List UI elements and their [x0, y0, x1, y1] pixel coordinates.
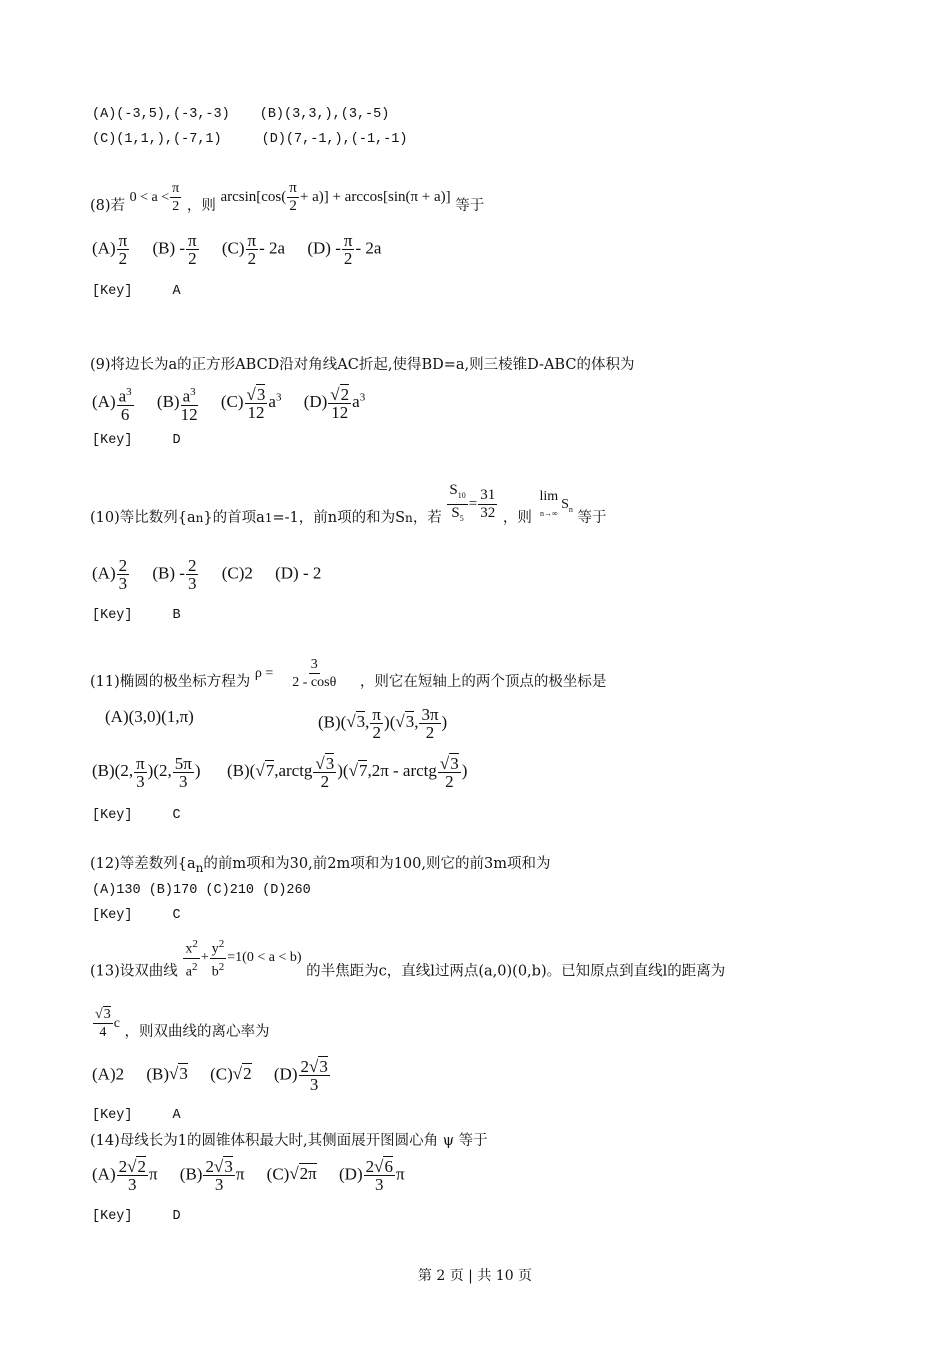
- q11-option-d: (B)(√ 7,arctg √ $\frac{3}{2}$ )(√ 7,2π - arctg √ $\frac{3}{2}$ ): [227, 761, 467, 780]
- q10-stem: (10)等比数列$\{a_n\}$的首项$a_1=-1$，前n项的和为$S_n$，若 $\frac{S_{10}}{S_5}$ = $\frac{31}{32}$ ，则 lim n→∞ $S_n$ 等于: [90, 482, 607, 526]
- q13-stem: (13)设双曲线 $\frac{x^2}{a^2}$ + $\frac{y^2}{b^2}$ =1(0 < a < b) 的半焦距为c，直线l过两点(a,0)(0,b)。已知原点到直线l的距离为: [90, 938, 726, 980]
- q12-key: [Key] C: [92, 908, 181, 923]
- q12-stem: (12)等差数列{$a_n$的前m项和为30,前2m项和为100,则它的前3m项和为: [90, 856, 551, 875]
- q8-key: [Key] A: [92, 284, 181, 299]
- q7-option-c: (C)(1,1,),(-7,1): [92, 132, 222, 147]
- q8-answer: A: [172, 284, 181, 299]
- q10-answer: B: [172, 608, 181, 623]
- q13-options: (A)2 (B)√ 3 (C)√ 2 (D) $\frac{2√ 3}{3}$: [92, 1058, 331, 1093]
- q9-answer: D: [172, 433, 181, 448]
- q10-options: (A) $\frac{2}{3}$ (B) - $\frac{2}{3}$ (C)2 (D) - 2: [92, 556, 322, 593]
- q14-answer: D: [172, 1209, 181, 1224]
- q9-stem: (9)将边长为a的正方形ABCD沿对角线AC折起,使得BD=a,则三棱锥D-ABC的体积为: [90, 357, 635, 373]
- q7-options-row1: [92, 106, 389, 124]
- q13-key: [Key] A: [92, 1108, 181, 1123]
- q7-option-b: (B)(3,3,),(3,-5): [259, 107, 390, 122]
- q11-key: [Key] C: [92, 808, 181, 823]
- q9-key: [Key] D: [92, 433, 181, 448]
- q8-stem: (8)若 0 < a < $\frac{\pi}{2}$ ，则 arcsin[cos( $\frac{\pi}{2}$ + a)] + arccos[sin(π + a)] 等于: [90, 180, 485, 215]
- q7-option-d: (D)(7,-1,),(-1,-1): [261, 132, 408, 147]
- q8-number: (8)若: [90, 198, 126, 215]
- q11-stem: (11)椭圆的极坐标方程为 ρ = $\frac{3}{2 - \cos\theta}$ ，则它在短轴上的两个顶点的极坐标是: [90, 657, 607, 690]
- q13-distance: √ $\frac{3}{4}$ c ，则双曲线的离心率为: [92, 1006, 270, 1041]
- q11-option-a: (A)(3,0)(1,π): [105, 707, 194, 726]
- q10-key: [Key] B: [92, 608, 181, 623]
- q12-options: (A)130 (B)170 (C)210 (D)260: [92, 883, 311, 898]
- q7-options-row2: [92, 131, 407, 149]
- q11-option-c: (B)(2, $\frac{\pi}{3}$ )(2, $\frac{5\pi}{3}$ ): [92, 754, 201, 791]
- q14-key: [Key] D: [92, 1209, 181, 1224]
- q11-option-b: (B)(√ 3, $\frac{\pi}{2}$ )(√ 3, $\frac{3\pi}{2}$ ): [318, 706, 447, 741]
- q11-options-row2: [92, 755, 467, 790]
- q14-options: (A) $\frac{2√ 2}{3}$ π (B) $\frac{2√ 3}{3}$ π (C)√ 2π (D) $\frac{2√ 6}{3}$ π: [92, 1158, 405, 1193]
- q7-option-a: (A)(-3,5),(-3,-3): [92, 107, 230, 122]
- q8-condition: 0 < a < $\frac{\pi}{2}$: [129, 181, 180, 215]
- q8-options: (A) $\frac{\pi}{2}$ (B) - $\frac{\pi}{2}$ (C) $\frac{\pi}{2}$ - 2a (D) - $\frac{\pi}{2}$ - 2a: [92, 231, 382, 268]
- q13-answer: A: [172, 1108, 181, 1123]
- q8-expression: arcsin[cos( $\frac{\pi}{2}$ + a)] + arccos[sin(π + a)]: [220, 180, 451, 214]
- q9-options: (A) $\frac{a^3}{6}$ (B) $\frac{a^3}{12}$ (C) √ $\frac{3}{12}$ $a^3$ (D) √ $\frac{2}{12}$ $a^3$: [92, 384, 365, 423]
- q14-stem: (14)母线长为1的圆锥体积最大时,其侧面展开图圆心角 ψ 等于: [90, 1133, 488, 1149]
- q11-answer: C: [172, 808, 181, 823]
- page-footer: 第 2 页 | 共 10 页: [417, 1268, 533, 1284]
- q12-answer: C: [172, 908, 181, 923]
